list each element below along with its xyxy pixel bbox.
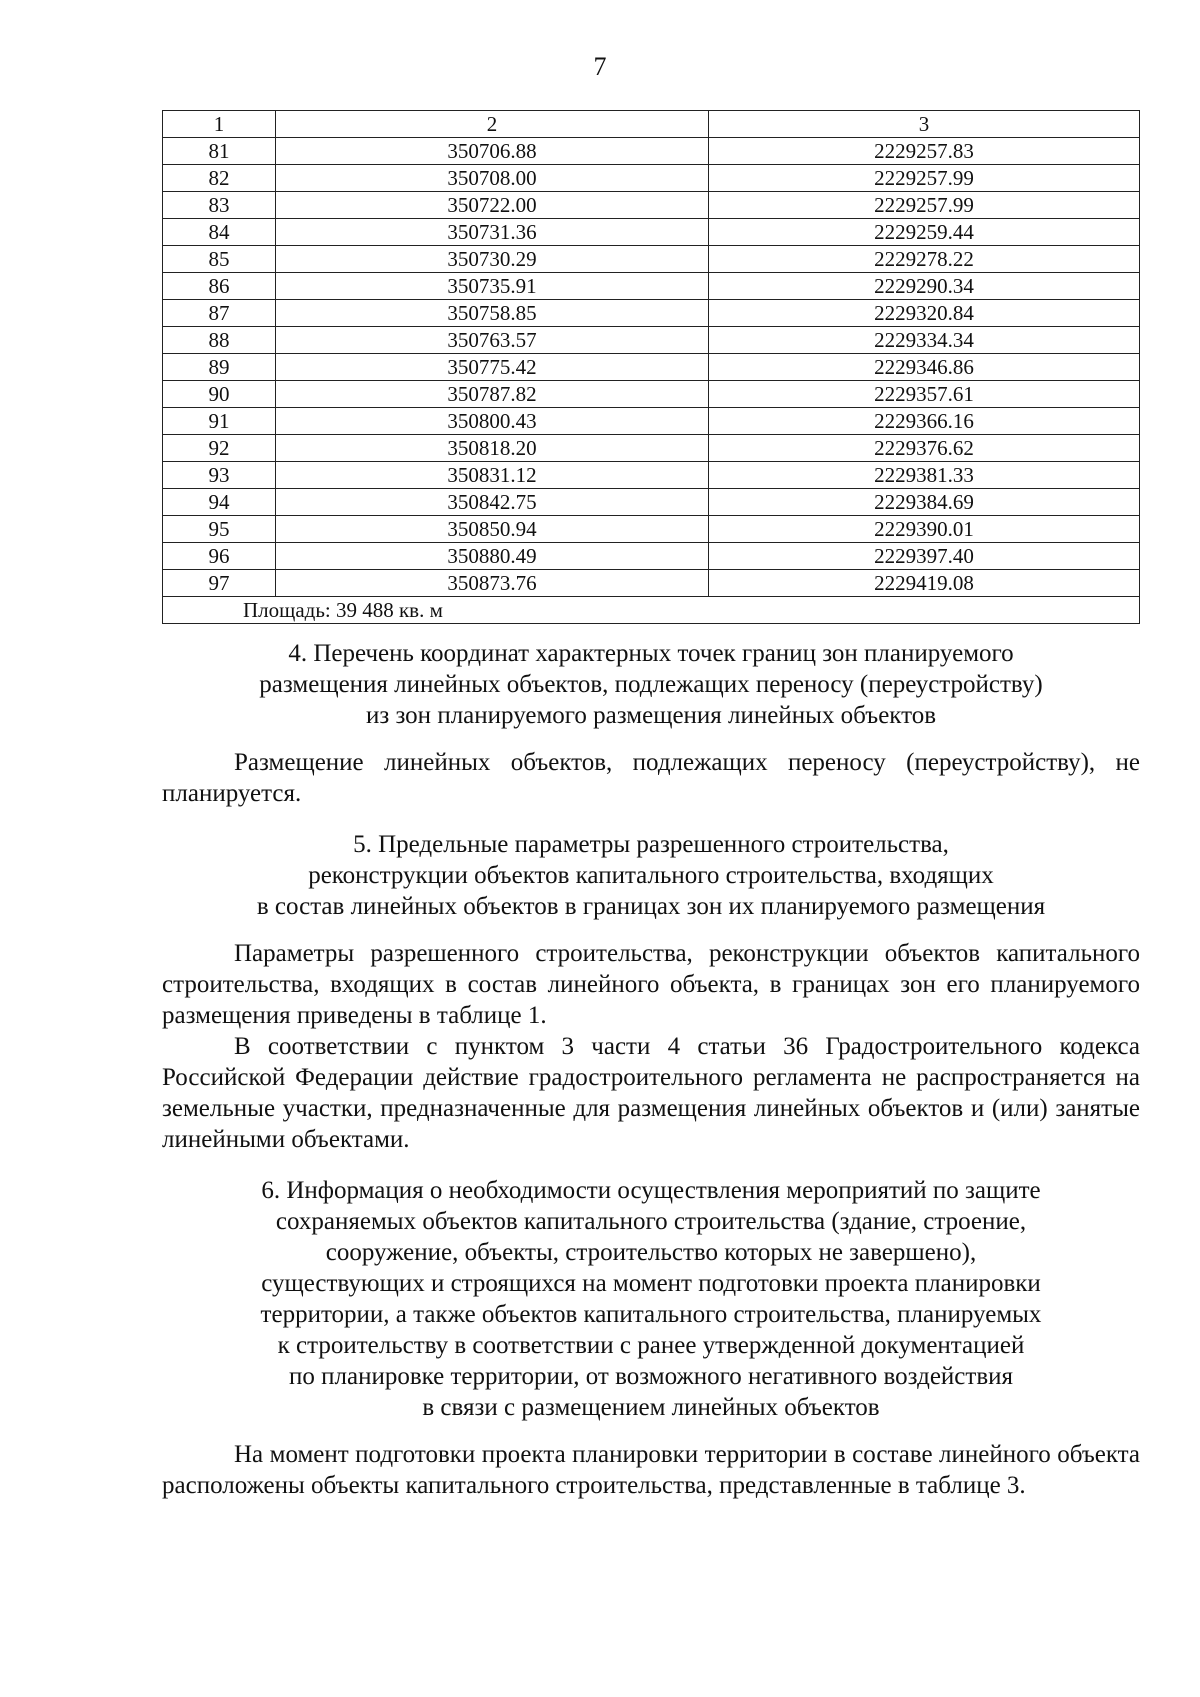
heading-line: реконструкции объектов капитального строительства, входящих — [308, 862, 994, 889]
y-coordinate-cell: 2229384.69 — [709, 489, 1140, 516]
document-body — [162, 638, 1140, 1501]
heading-line: существующих и строящихся на момент подготовки проекта планировки — [261, 1270, 1041, 1297]
table-row — [163, 354, 1140, 381]
table-row — [163, 327, 1140, 354]
y-coordinate-cell: 2229376.62 — [709, 435, 1140, 462]
point-number-cell: 88 — [163, 327, 276, 354]
column-header-2: 2 — [276, 111, 709, 138]
table-row — [163, 381, 1140, 408]
point-number-cell: 83 — [163, 192, 276, 219]
heading-line: 6. Информация о необходимости осуществления мероприятий по защите — [261, 1177, 1041, 1204]
section-4-paragraph: Размещение линейных объектов, подлежащих переносу (переустройству), не планируется. — [162, 749, 1140, 807]
table-row — [163, 408, 1140, 435]
table-row — [163, 516, 1140, 543]
y-coordinate-cell: 2229346.86 — [709, 354, 1140, 381]
y-coordinate-cell: 2229357.61 — [709, 381, 1140, 408]
table-row — [163, 273, 1140, 300]
y-coordinate-cell: 2229334.34 — [709, 327, 1140, 354]
section-5 — [162, 829, 1140, 1155]
point-number-cell: 95 — [163, 516, 276, 543]
heading-line: 4. Перечень координат характерных точек границ зон планируемого — [288, 640, 1014, 667]
y-coordinate-cell: 2229320.84 — [709, 300, 1140, 327]
table-row — [163, 543, 1140, 570]
table-row — [163, 192, 1140, 219]
heading-line: сохраняемых объектов капитального строительства (здание, строение, — [275, 1208, 1027, 1235]
point-number-cell: 91 — [163, 408, 276, 435]
heading-line: 5. Предельные параметры разрешенного строительства, — [353, 831, 949, 858]
table-row — [163, 570, 1140, 597]
x-coordinate-cell: 350731.36 — [276, 219, 709, 246]
x-coordinate-cell: 350722.00 — [276, 192, 709, 219]
point-number-cell: 96 — [163, 543, 276, 570]
section-5-paragraph-2: В соответствии с пунктом 3 части 4 статьи 36 Градостроительного кодекса Российской Федерации действие градостроительного регламента не распространяется на земельные участки, предназначенные для размещения линейных объектов и (или) занятые линейными объектами. — [162, 1033, 1140, 1153]
y-coordinate-cell: 2229366.16 — [709, 408, 1140, 435]
table-row — [163, 165, 1140, 192]
table-row — [163, 300, 1140, 327]
column-header-1: 1 — [163, 111, 276, 138]
column-header-3: 3 — [709, 111, 1140, 138]
y-coordinate-cell: 2229278.22 — [709, 246, 1140, 273]
x-coordinate-cell: 350850.94 — [276, 516, 709, 543]
heading-line: из зон планируемого размещения линейных объектов — [365, 702, 937, 729]
point-number-cell: 92 — [163, 435, 276, 462]
point-number-cell: 87 — [163, 300, 276, 327]
point-number-cell: 81 — [163, 138, 276, 165]
point-number-cell: 89 — [163, 354, 276, 381]
heading-line: к строительству в соответствии с ранее утвержденной документацией — [277, 1332, 1025, 1359]
y-coordinate-cell: 2229397.40 — [709, 543, 1140, 570]
point-number-cell: 93 — [163, 462, 276, 489]
x-coordinate-cell: 350758.85 — [276, 300, 709, 327]
y-coordinate-cell: 2229381.33 — [709, 462, 1140, 489]
y-coordinate-cell: 2229257.99 — [709, 165, 1140, 192]
section-6-heading — [162, 1175, 1140, 1423]
y-coordinate-cell: 2229257.99 — [709, 192, 1140, 219]
y-coordinate-cell: 2229419.08 — [709, 570, 1140, 597]
point-number-cell: 84 — [163, 219, 276, 246]
section-4 — [162, 638, 1140, 809]
table-row — [163, 219, 1140, 246]
x-coordinate-cell: 350708.00 — [276, 165, 709, 192]
section-5-paragraph-1: Параметры разрешенного строительства, реконструкции объектов капитального строительства, входящих в состав линейного объекта, в границах зон его планируемого размещения приведены в таблице 1. — [162, 940, 1140, 1029]
y-coordinate-cell: 2229259.44 — [709, 219, 1140, 246]
section-6-paragraph: На момент подготовки проекта планировки территории в составе линейного объекта расположены объекты капитального строительства, представленные в таблице 3. — [162, 1441, 1140, 1499]
area-row — [163, 597, 1140, 624]
point-number-cell: 90 — [163, 381, 276, 408]
y-coordinate-cell: 2229390.01 — [709, 516, 1140, 543]
point-number-cell: 82 — [163, 165, 276, 192]
x-coordinate-cell: 350873.76 — [276, 570, 709, 597]
table-row — [163, 138, 1140, 165]
heading-line: по планировке территории, от возможного негативного воздействия — [289, 1363, 1013, 1390]
coordinates-table — [162, 110, 1140, 624]
y-coordinate-cell: 2229290.34 — [709, 273, 1140, 300]
x-coordinate-cell: 350730.29 — [276, 246, 709, 273]
coordinates-table-body — [163, 138, 1140, 624]
table-row — [163, 462, 1140, 489]
page-number: 7 — [593, 52, 607, 81]
x-coordinate-cell: 350800.43 — [276, 408, 709, 435]
table-row — [163, 489, 1140, 516]
x-coordinate-cell: 350735.91 — [276, 273, 709, 300]
section-6 — [162, 1175, 1140, 1501]
x-coordinate-cell: 350787.82 — [276, 381, 709, 408]
point-number-cell: 86 — [163, 273, 276, 300]
section-4-heading — [162, 638, 1140, 731]
heading-line: территории, а также объектов капитального строительства, планируемых — [260, 1301, 1042, 1328]
x-coordinate-cell: 350775.42 — [276, 354, 709, 381]
point-number-cell: 85 — [163, 246, 276, 273]
point-number-cell: 97 — [163, 570, 276, 597]
table-row — [163, 435, 1140, 462]
table-header-row — [163, 111, 1140, 138]
x-coordinate-cell: 350842.75 — [276, 489, 709, 516]
point-number-cell: 94 — [163, 489, 276, 516]
x-coordinate-cell: 350763.57 — [276, 327, 709, 354]
heading-line: в состав линейных объектов в границах зон их планируемого размещения — [256, 893, 1046, 920]
x-coordinate-cell: 350831.12 — [276, 462, 709, 489]
area-cell: Площадь: 39 488 кв. м — [163, 597, 1140, 624]
section-5-heading — [162, 829, 1140, 922]
x-coordinate-cell: 350706.88 — [276, 138, 709, 165]
table-row — [163, 246, 1140, 273]
heading-line: в связи с размещением линейных объектов — [422, 1394, 880, 1421]
heading-line: сооружение, объекты, строительство которых не завершено), — [325, 1239, 977, 1266]
y-coordinate-cell: 2229257.83 — [709, 138, 1140, 165]
x-coordinate-cell: 350818.20 — [276, 435, 709, 462]
x-coordinate-cell: 350880.49 — [276, 543, 709, 570]
heading-line: размещения линейных объектов, подлежащих переносу (переустройству) — [259, 671, 1043, 698]
